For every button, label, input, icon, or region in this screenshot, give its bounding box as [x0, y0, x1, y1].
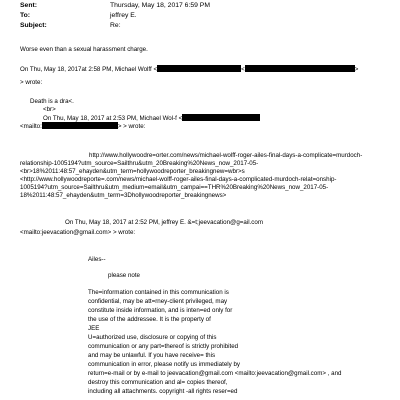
redaction — [182, 114, 260, 121]
quote1-lt: < — [241, 66, 245, 73]
notice-line: The=information contained in this communication is — [88, 289, 229, 296]
url-line: relationship-1005194?utm_source=Sailthru&utm_20Breaking%20News_now_2017-05- — [20, 160, 259, 167]
quote1-wrote: > wrote: — [20, 79, 43, 86]
quote3-mailto-line: <mailto:jeevacation@gmail.com> > wrote: — [20, 229, 136, 236]
notice-line: communication or any part=thereof is strictly prohibited — [88, 343, 239, 350]
url-line: 1005194?utm_source=Sailthru&utm_medium=email&utm_campai==THR%20Breaking%20News_now_2017-05- — [20, 184, 329, 191]
please-note: please note — [108, 272, 140, 279]
notice-line: JEE — [88, 325, 100, 332]
url-line: 18%2011:48:57_ehayden&utm_term=3Dhollywoodreporter_breakingnews> — [20, 192, 227, 199]
redaction — [42, 122, 118, 129]
quote1-intro: On Thu, May 18, 2017at 2:58 PM, Michael Wolff < — [20, 66, 158, 73]
quote2-mailto-line — [20, 122, 145, 131]
to-label: To: — [20, 12, 31, 19]
quote2-wrote: > > wrote: — [117, 123, 146, 130]
quote3-line: On Thu, May 18, 2017 at 2:52 PM, jeffrey E. &=t;jeevacation@g=ail.com — [65, 219, 263, 226]
br-line: <br> — [43, 106, 56, 113]
to-value: jeffrey E. — [110, 12, 137, 19]
notice-line: confidential, may be att=rney-client privileged, may — [88, 298, 228, 305]
reply-text: Worse even than a sexual harassment charge. — [20, 46, 148, 53]
death-line: Death is a dra<. — [30, 98, 74, 105]
notice-line: return=e-mail or by e-mail to jeevacation@gmail.com <mailto:jeevacation@gmail.com> , and — [88, 370, 342, 377]
sent-value: Thursday, May 18, 2017 6:59 PM — [110, 2, 210, 9]
quote2-mailto: <mailto: — [20, 123, 42, 130]
notice-line: destroy this communication and al= copies thereof, — [88, 379, 228, 386]
quote2-intro: On Thu, May 18, 2017 at 2:53 PM, Michael Wol-f < — [43, 115, 183, 122]
url-line: <http://www.hollywoodreporte=.com/news/michael-wolff-roger-ailes-final-days-a-complicated-murdoch-relat=onship- — [20, 176, 337, 183]
notice-line: communication in error, please notify us immediately by — [88, 361, 241, 368]
notice-line: including all attachments. copyright -all rights reser=ed — [88, 388, 238, 395]
url-line: http://www.hollywoodre=orter.com/news/michael-wolff-roger-ailes-final-days-a-complicate=murdoch- — [89, 152, 363, 159]
url-line: <br>18%2011:48:57_ehayden&utm_term=hollywoodreporter_breakingnew=wbr>s — [20, 168, 245, 175]
quote1-line — [20, 65, 358, 74]
notice-line: U=authorized use, disclosure or copying of this — [88, 334, 217, 341]
notice-line: the use of the addressee. It is the property of — [88, 316, 211, 323]
subject-label: Subject: — [20, 22, 47, 29]
sent-label: Sent: — [20, 2, 37, 9]
greeting: Ailes-- — [88, 256, 106, 263]
quote1-gt: > — [354, 66, 359, 73]
redaction — [245, 65, 355, 72]
notice-line: constitute inside information, and is inten=ed only for — [88, 307, 233, 314]
subject-value: Re: — [110, 22, 121, 29]
redaction — [157, 65, 241, 72]
notice-line: and may be unlawful. If you have receive= this — [88, 352, 216, 359]
